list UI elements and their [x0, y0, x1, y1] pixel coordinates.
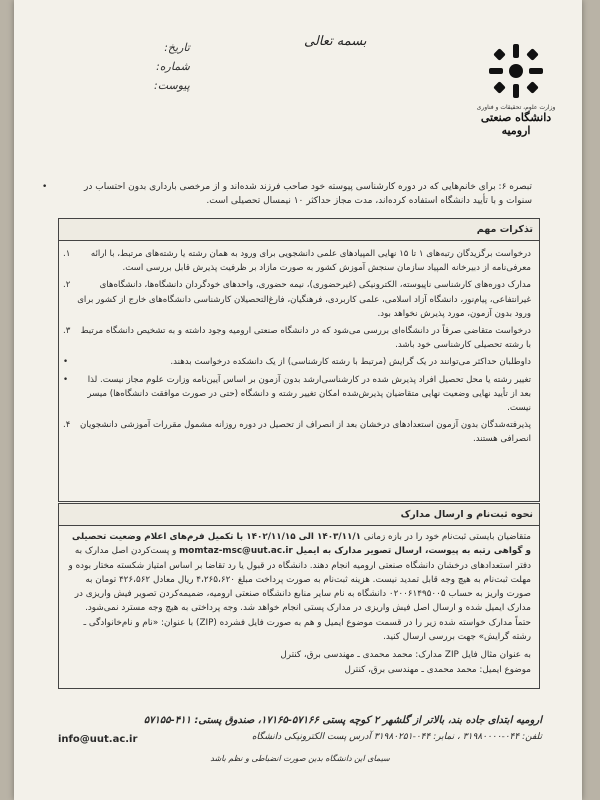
- date-label: تاریخ:: [164, 41, 190, 54]
- zip-example: به عنوان مثال فایل ZIP مدارک: محمد محمدی ـ مهندسی برق، کنترل: [280, 650, 531, 661]
- list-item: [63, 247, 531, 275]
- item-marker: ۱.: [63, 249, 71, 259]
- item-marker: ۴.: [63, 420, 71, 431]
- bullet-icon: •: [63, 357, 69, 368]
- letter-meta: [154, 38, 190, 95]
- number-label: شماره:: [156, 60, 190, 73]
- item-text: درخواست متقاضی صرفاً در دانشگاه‌ای بررسی می‌شود که در دانشگاه صنعتی ارومیه وجود داشته و به تشخیص دانشگاه مرتبط با رشته تحصیلی کارشناسی خود باشد.: [80, 326, 531, 351]
- contact-numbers: تلفن: ۰۴۴-۳۱۹۸۰۰۰۰ ، نمابر: ۰۴۴-۳۱۹۸۰۲۵۱ آدرس پست الکترونیکی دانشگاه: [251, 732, 542, 742]
- registration-title: نحوه ثبت‌نام و ارسال مدارک: [59, 504, 539, 526]
- item-text: پذیرفته‌شدگان بدون آزمون استعدادهای درخشان بعد از انصراف از تحصیل در دوره روزانه مشمول مقررات آموزشی دانشجویان انصرافی هستند.: [80, 420, 531, 445]
- item-text: تغییر رشته یا محل تحصیل افراد پذیرش شده در کارشناسی‌ارشد بدون آزمون بر اساس آیین‌نامه وزارت علوم مجاز نیست. لذا بعد از تأیید نهایی وضعیت نهایی متقاضیان پذیرش‌شده امکان تغییر رشته و دانشگاه (حتی در صورت موافقت دانشگاه‌ها) میسر نیست.: [87, 374, 531, 414]
- list-item: [63, 278, 531, 321]
- item-marker: ۳.: [63, 326, 71, 337]
- bullet-icon: •: [63, 374, 69, 385]
- maternity-note: [42, 180, 532, 208]
- attachment-label: پیوست:: [154, 79, 190, 92]
- list-item: [63, 324, 531, 352]
- registration-paragraph: [59, 526, 539, 648]
- registration-details: و پست‌کردن اصل مدارک به دفتر استعدادهای درخشان دانشگاه صنعتی ارومیه انجام دهند. دانشگاه در قبول یا رد تقاضا بر اساس امتیاز شکسته مختار بوده و مهلت ثبت‌نام به هیچ وجه قابل تمدید نیست. هزینه ثبت‌نام به صورت پرداخت مبلغ ۴،۲۶۵،۶۲۰ ریال معادل ۴۲۶،۵۶۲ تومان به صورت واریز به حساب ۰۲۰۰۶۱۴۹۵۰۰۵ دانشگاه به نام سایر منابع دانشگاه صنعتی ارومیه، ضمیمه‌کردن تصویر فیش واریزی در مدارک ایمیل شده و ارسال اصل فیش واریزی در مدارک پستی انجام خواهد شد. وجه پرداختی به هیچ وجه مسترد نمی‌شود. حتماً مدارک خواسته شده زیر را در قسمت موضوع ایمیل و هم به صورت فایل فشرده (ZIP) با عنوان: «نام و نام‌خانوادگی ـ رشته گرایش» جهت بررسی ارسال کنید.: [68, 546, 531, 643]
- registration-instructions: با تکمیل فرم‌های اعلام وضعیت تحصیلی و گواهی رتبه به پیوست، ارسال تصویر مدارک به ایمیل: [71, 532, 531, 557]
- registration-intro: متقاضیان بایستی ثبت‌نام خود را در بازه زمانی: [360, 532, 531, 542]
- document-page: [14, 0, 582, 800]
- footer-motto: سیمای این دانشگاه بدین صورت انضباطی و نظم باشد: [210, 754, 390, 763]
- item-text: درخواست برگزیدگان رتبه‌های ۱ تا ۱۵ نهایی المپیادهای علمی دانشجویی برای ورود به همان رشته یا رشته‌های مرتبط، با ارائه معرفی‌نامه از دبیرخانه المپیاد سازمان سنجش آموزش کشور به صورت مازاد بر ظرفیت پذیرش قابل بررسی است.: [90, 249, 531, 274]
- list-item: [63, 418, 531, 446]
- list-item: [63, 373, 531, 416]
- letter-footer: [58, 712, 542, 767]
- university-name: دانشگاه صنعتی ارومیه: [480, 111, 552, 137]
- registration-section: [58, 503, 540, 689]
- university-logo: [468, 40, 564, 137]
- list-item: [63, 355, 531, 369]
- letterhead: [14, 0, 582, 137]
- postal-address: ارومیه ابتدای جاده بند، بالاتر از گلشهر ۲ کوچه پستی ۵۷۱۶۶-۱۷۱۶۵، صندوق پستی: ۴۱۱-۵۷۱۵۵: [143, 715, 542, 726]
- registration-email-link[interactable]: momtaz-msc@uut.ac.ir: [179, 546, 293, 557]
- item-text: مدارک دوره‌های کارشناسی ناپیوسته، الکترونیکی (غیرحضوری)، نیمه حضوری، واحدهای خودگردان دانشگاه‌ها، دانشگاه‌های غیرانتفاعی، پیام‌نور، دانشگاه آزاد اسلامی، علمی کاربردی، فرهنگیان، فارغ‌التحصیلان کارشناسی دانشگاه‌های خارج از کشور برای ورود بدون آزمون، مورد پذیرش نخواهد بود.: [77, 280, 531, 319]
- important-notes-list: [59, 241, 539, 447]
- registration-period: ۱۴۰۳/۱۱/۱ الی ۱۴۰۲/۱۱/۱۵: [246, 532, 361, 542]
- subject-example: موضوع ایمیل: محمد محمدی ـ مهندسی برق، کنترل: [344, 665, 531, 676]
- important-notes-section: [58, 218, 540, 502]
- important-notes-title: تذکرات مهم: [59, 219, 539, 241]
- logo-emblem-icon: [485, 40, 547, 102]
- ministry-text: وزارت علوم، تحقیقات و فناوری: [476, 104, 556, 111]
- item-text: داوطلبان حداکثر می‌توانند در یک گرایش (مرتبط با رشته کارشناسی) از یک دانشکده درخواست بدهند.: [170, 357, 531, 368]
- note-bullet-icon: •: [42, 182, 48, 192]
- bismillah-heading: بسمه تعالی: [304, 34, 367, 49]
- footer-email-link[interactable]: info@uut.ac.ir: [58, 734, 138, 745]
- note-text: تبصره ۶: برای خانم‌هایی که در دوره کارشناسی پیوسته خود صاحب فرزند شده‌اند و از مرخصی بارداری بدون احتساب در سنوات و با تأیید دانشگاه استفاده کرده‌اند، مدت مجاز حداکثر ۱۰ نیمسال تحصیلی است.: [84, 182, 532, 206]
- item-marker: ۲.: [63, 280, 71, 291]
